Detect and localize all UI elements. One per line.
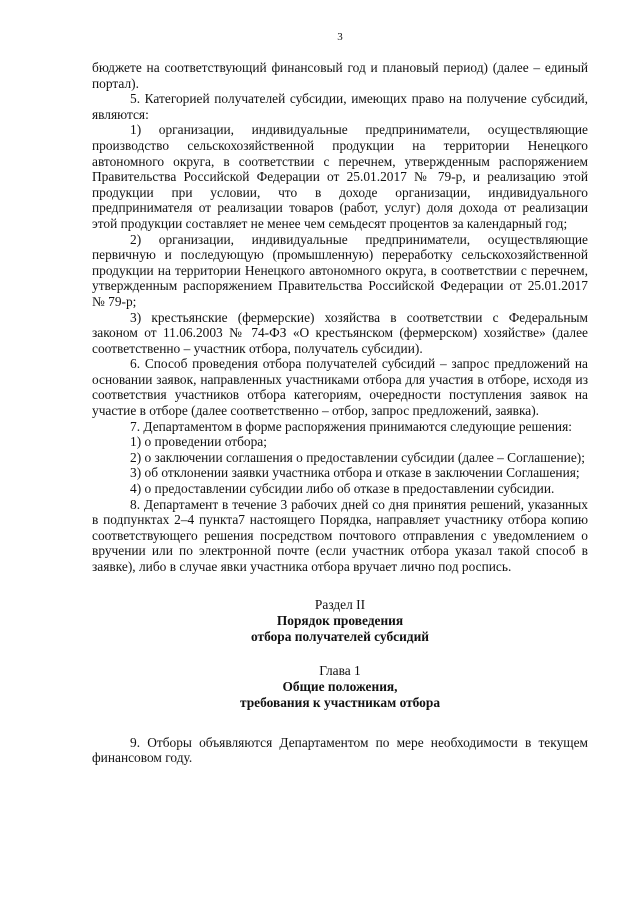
chapter-title-line2: требования к участникам отбора — [239, 694, 441, 710]
paragraph-item-5-2: 2) организации, индивидуальные предприниматели, осуществляющие первичную и последующую (промышленную) переработку сельскохозяйственной продукции на территории Ненецкого автономного округа, в соответствии с перечнем, утвержденным распоряжением Правительства Российской Федерации от 25.01.2017 № 79-р; — [92, 231, 588, 309]
paragraph-item-7: 7. Департаментом в форме распоряжения принимаются следующие решения: — [130, 418, 572, 434]
paragraph-item-7-4: 4) о предоставлении субсидии либо об отказе в предоставлении субсидии. — [130, 481, 555, 497]
page-number: 3 — [337, 31, 343, 43]
paragraph-item-6: 6. Способ проведения отбора получателей субсидий – запрос предложений на основании заявок, направленных участниками отбора для участия в отборе, исходя из соответствия участников отбора категориям, очередности поступления заявок на участие в отборе (далее соответственно – отбор, запрос предложений, заявка). — [92, 356, 588, 419]
paragraph-item-7-2: 2) о заключении соглашения о предоставлении субсидии (далее – Соглашение); — [130, 449, 585, 465]
paragraph-item-5-1: 1) организации, индивидуальные предприниматели, осуществляющие производство сельскохозяйственной продукции на территории Ненецкого автономного округа, в соответствии с перечнем, утвержденным распоряжением Правительства Российской Федерации от 25.01.2017 № 79-р, и реализацию этой продукции при условии, что в доходе организации, индивидуального предпринимателя от реализации товаров (работ, услуг) доля дохода от реализации этой продукции составляет не менее чем семьдесят процентов за календарный год; — [92, 122, 588, 231]
paragraph-item-9: 9. Отборы объявляются Департаментом по мере необходимости в текущем финансовом году. — [92, 734, 588, 766]
paragraph-item-7-3: 3) об отклонении заявки участника отбора и отказе в заключении Соглашения; — [130, 465, 580, 481]
section-heading — [92, 597, 588, 645]
section-title-line1: Порядок проведения — [276, 612, 404, 628]
paragraph-item-5-3: 3) крестьянские (фермерские) хозяйства в соответствии с Федеральным законом от 11.06.2003 № 74-ФЗ «О крестьянском (фермерском) хозяйстве» (далее соответственно – участник отбора, получатель субсидии). — [92, 309, 588, 356]
paragraph-item-5: 5. Категорией получателей субсидии, имеющих право на получение субсидий, являются: — [92, 91, 588, 122]
paragraph-continuation: бюджете на соответствующий финансовый год и плановый период) (далее – единый портал). — [92, 60, 588, 91]
chapter-heading — [92, 663, 588, 711]
chapter-label: Глава 1 — [319, 662, 361, 678]
paragraph-item-8: 8. Департамент в течение 3 рабочих дней со дня принятия решений, указанных в подпунктах 2–4 пункта7 настоящего Порядка, направляет участнику отбора копию соответствующего решения посредством почтового отправления с уведомлением о вручении или по электронной почте (если участник отбора указал такой способ в заявке), либо в случае явки участника отбора вручает лично под роспись. — [92, 496, 588, 574]
section-label: Раздел II — [314, 596, 366, 612]
chapter-body — [92, 735, 588, 766]
chapter-title-line1: Общие положения, — [282, 678, 398, 694]
document-body — [92, 60, 588, 575]
section-title-line2: отбора получателей субсидий — [250, 628, 430, 644]
paragraph-item-7-1: 1) о проведении отбора; — [130, 434, 267, 450]
